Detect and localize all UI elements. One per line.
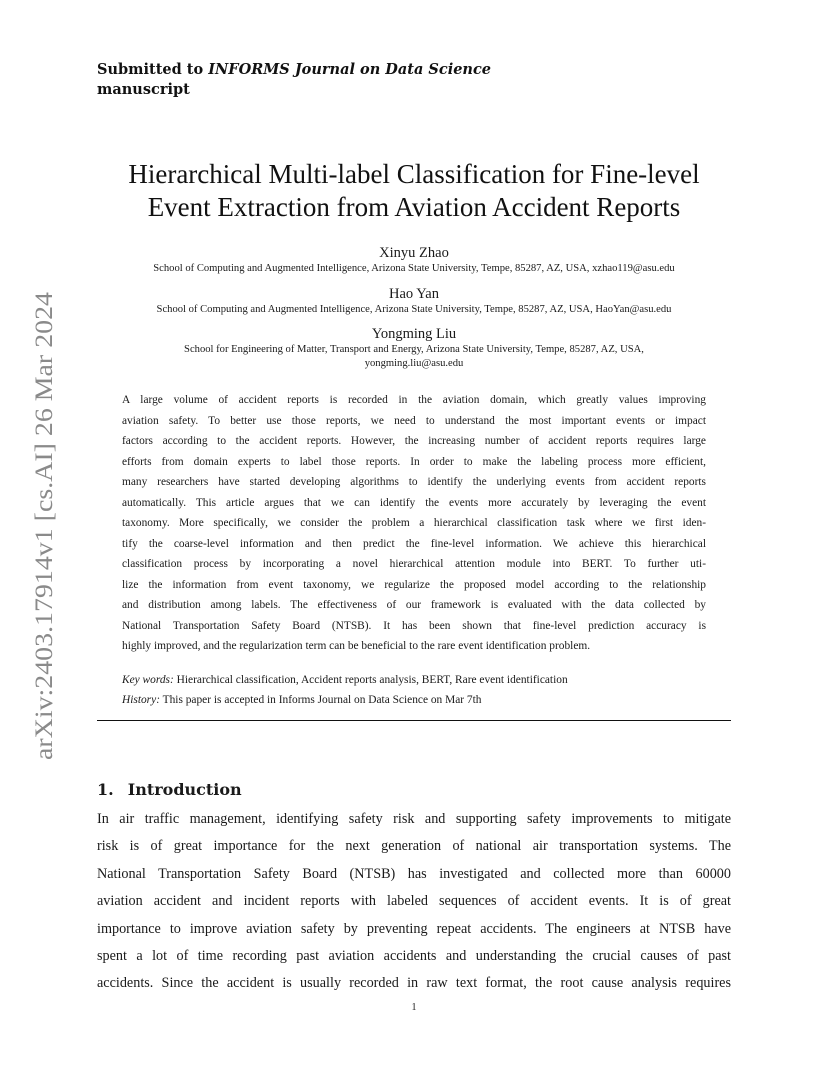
abstract-line: automatically. This article argues that we can identify the events more accurately by leveraging the event (122, 496, 706, 509)
section-number: 1. (97, 780, 114, 799)
running-header (97, 60, 491, 100)
abstract-line: aviation safety. To better use those reports, we need to understand the most important events or impact (122, 414, 706, 427)
intro-line: importance to improve aviation safety by preventing repeat accidents. The engineers at NTSB have (97, 920, 731, 937)
abstract (122, 390, 706, 657)
abstract-line: many researchers have started developing algorithms to identify the underlying events from accident reports (122, 476, 706, 488)
intro-line: aviation accident and incident reports with labeled sequences of accident events. It is of great (97, 893, 731, 910)
section-heading (97, 780, 242, 799)
abstract-line: efforts from domain experts to label those reports. In order to make the labeling process more efficient, (122, 455, 706, 468)
intro-line: National Transportation Safety Board (NTSB) has investigated and collected more than 60000 (97, 865, 731, 882)
horizontal-rule (97, 720, 731, 721)
keywords-history (122, 670, 568, 710)
author-block-2 (0, 285, 828, 317)
intro-line: risk is of great importance for the next generation of national air transportation systems. The (97, 838, 731, 855)
abstract-line: factors according to the accident reports. However, the increasing number of accident reports requires large (122, 435, 706, 447)
author-affiliation: School for Engineering of Matter, Transport and Energy, Arizona State University, Tempe, 85287, AZ, USA, (184, 344, 644, 355)
intro-line: In air traffic management, identifying safety risk and supporting safety improvements to mitigate (97, 811, 731, 827)
arxiv-stamp-text: arXiv:2403.17914v1 [cs.AI] 26 Mar 2024 (31, 340, 58, 760)
history-label: History (122, 694, 157, 706)
keywords-text: Hierarchical classification, Accident reports analysis, BERT, Rare event identification (176, 674, 568, 686)
author-name: Xinyu Zhao (379, 245, 449, 261)
abstract-line: lize the information from event taxonomy, we regularize the proposed model according to the relationship (122, 578, 706, 591)
manuscript-label: manuscript (97, 81, 190, 98)
author-name: Hao Yan (389, 286, 439, 302)
author-affiliation: School of Computing and Augmented Intelligence, Arizona State University, Tempe, 85287, AZ, USA, xzhao119@asu.edu (153, 263, 675, 274)
journal-name: INFORMS Journal on Data Science (208, 61, 492, 78)
submitted-prefix: Submitted to (97, 61, 209, 78)
abstract-line: classification process by incorporating a novel hierarchical attention module into BERT. To further uti- (122, 558, 706, 570)
author-affiliation: School of Computing and Augmented Intelligence, Arizona State University, Tempe, 85287, AZ, USA, HaoYan@asu.edu (156, 304, 672, 315)
author-block-3 (0, 325, 828, 371)
submission-line (97, 60, 491, 80)
abstract-line: tify the coarse-level information and then predict the fine-level information. We achieve this hierarchical (122, 537, 706, 550)
abstract-line: highly improved, and the regularization term can be beneficial to the rare event identification problem. (122, 640, 591, 652)
author-name: Yongming Liu (371, 326, 457, 342)
abstract-line: National Transportation Safety Board (NTSB). It has been shown that fine-level prediction accuracy is (122, 619, 706, 632)
author-block-1 (0, 244, 828, 276)
section-title: Introduction (127, 780, 242, 799)
intro-line: accidents. Since the accident is usually recorded in raw text format, the root cause analysis requires (97, 975, 731, 992)
paper-title (0, 158, 828, 224)
author-email: yongming.liu@asu.edu (364, 358, 464, 369)
abstract-line: A large volume of accident reports is recorded in the aviation domain, which greatly values improving (122, 394, 706, 406)
title-line-1: Hierarchical Multi-label Classification for Fine-level (128, 159, 700, 189)
keywords-label: Key words (122, 674, 170, 686)
history-line: History: This paper is accepted in Informs Journal on Data Science on Mar 7th (122, 694, 482, 706)
intro-line: spent a lot of time recording past aviation accidents and understanding the crucial causes of past (97, 948, 731, 965)
introduction-body (97, 806, 731, 998)
page-number: 1 (411, 1002, 417, 1013)
history-text: This paper is accepted in Informs Journal on Data Science on Mar 7th (162, 694, 482, 706)
abstract-line: taxonomy. More specifically, we consider the problem a hierarchical classification task where we first iden- (122, 517, 706, 529)
title-line-2: Event Extraction from Aviation Accident Reports (147, 192, 681, 222)
abstract-line: and distribution among labels. The effectiveness of our framework is evaluated with the data collected by (122, 599, 706, 611)
keywords-line: Key words: Hierarchical classification, Accident reports analysis, BERT, Rare event identification (122, 674, 568, 686)
